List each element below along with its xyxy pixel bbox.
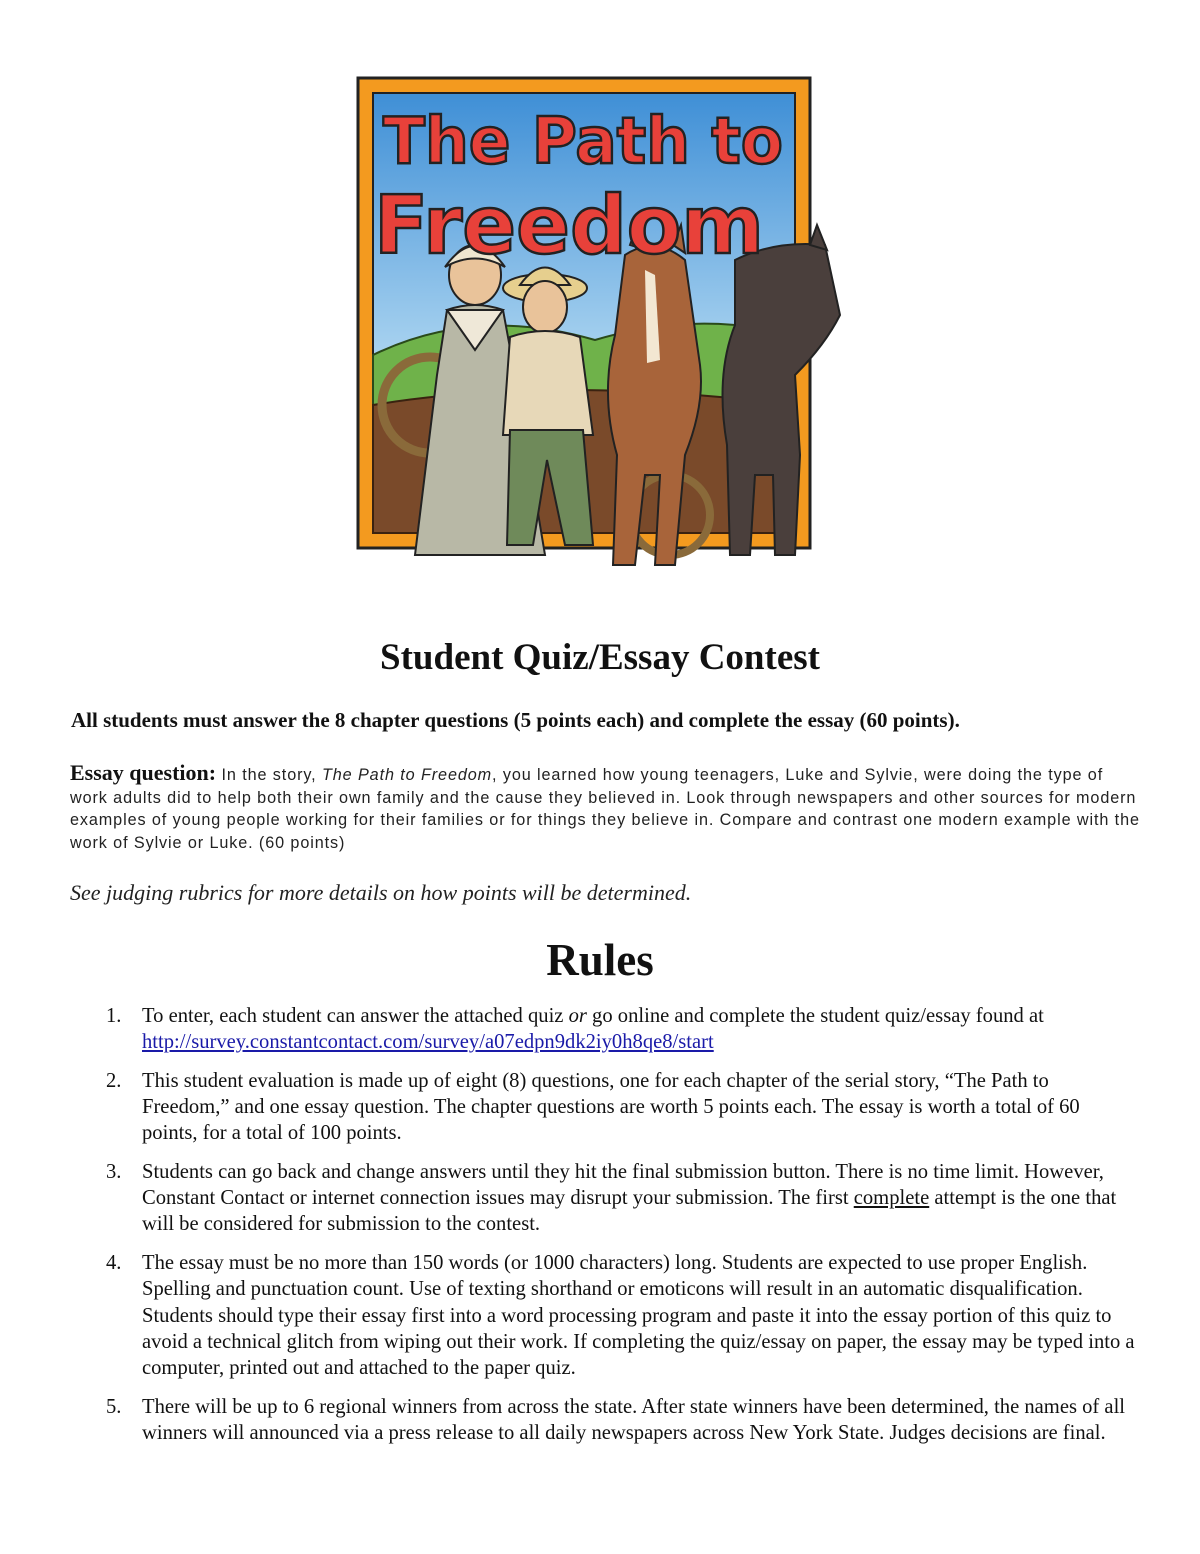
dark-horse bbox=[723, 225, 841, 555]
rule-number: 3. bbox=[106, 1161, 122, 1184]
essay-text-part1: In the story, bbox=[221, 766, 317, 784]
rule-text: To enter, each student can answer the attached quiz bbox=[142, 1005, 569, 1027]
logo-illustration bbox=[355, 75, 850, 590]
survey-link[interactable]: http://survey.constantcontact.com/survey/a07edpn9dk2iy0h8qe8/start bbox=[142, 1031, 714, 1054]
rule-item bbox=[102, 1394, 1137, 1446]
rule-text: attempt is the one that will be considered for submission to the contest. bbox=[142, 1187, 1117, 1236]
page-title: Student Quiz/Essay Contest bbox=[380, 637, 820, 678]
rule-item bbox=[102, 1003, 1137, 1055]
rule-emphasis: or bbox=[568, 1005, 587, 1027]
rule-underlined-word: complete bbox=[853, 1187, 930, 1210]
rule-text: This student evaluation is made up of eight (8) questions, one for each chapter of the serial story, “The Path to Freedom,” and one essay question. The chapter questions are worth 5 points each. The essay is worth a total of 60 points, for a total of 100 points. bbox=[142, 1069, 1080, 1145]
rules-list bbox=[102, 1003, 1137, 1459]
rule-number: 4. bbox=[106, 1252, 122, 1275]
essay-label: Essay question: bbox=[70, 760, 217, 785]
rule-text: Students can go back and change answers until they hit the final submission button. There is no time limit. However, Constant Contact or internet connection issues may disrupt your submission. The first bbox=[142, 1161, 1104, 1210]
rule-item bbox=[102, 1250, 1137, 1381]
logo-title-line2: Freedom bbox=[374, 179, 764, 272]
intro-statement: All students must answer the 8 chapter questions (5 points each) and complete the essay (60 points). bbox=[71, 708, 960, 732]
rule-text: go online and complete the student quiz/essay found at bbox=[586, 1005, 1044, 1027]
rule-number: 1. bbox=[106, 1005, 122, 1027]
rule-number: 5. bbox=[106, 1395, 122, 1418]
rules-heading: Rules bbox=[546, 935, 654, 985]
rubric-note: See judging rubrics for more details on how points will be determined. bbox=[70, 880, 692, 905]
rule-item bbox=[102, 1159, 1137, 1238]
essay-story-title: The Path to Freedom bbox=[321, 766, 493, 784]
path-to-freedom-logo bbox=[355, 75, 850, 590]
rule-text: The essay must be no more than 150 words (or 1000 characters) long. Students are expected to use proper English. Spelling and punctuation count. Use of texting shorthand or emoticons will result in an automatic disqualification. Students should type their essay first into a word processing program and paste it into the essay portion of this quiz to avoid a technical glitch from wiping out their work. If completing the quiz/essay on paper, the essay may be typed into a computer, printed out and attached to the paper quiz. bbox=[142, 1252, 1135, 1379]
rule-number: 2. bbox=[106, 1069, 122, 1092]
rule-text: There will be up to 6 regional winners from across the state. After state winners have been determined, the names of all winners will announced via a press release to all daily newspapers across New York State. Judges decisions are final. bbox=[142, 1395, 1126, 1444]
essay-text-part2: , you learned how young teenagers, Luke and Sylvie, were doing the type of work adults did to help both their own family and the cause they believed in. Look through newspapers and other sources for modern examples of young people working for their families or for things they believe in. Compare and contrast one modern example with the work of Sylvie or Luke. (60 points) bbox=[70, 766, 1140, 852]
logo-title-line1: The Path to bbox=[383, 105, 783, 179]
essay-question bbox=[70, 762, 1140, 854]
rule-item bbox=[102, 1068, 1137, 1147]
